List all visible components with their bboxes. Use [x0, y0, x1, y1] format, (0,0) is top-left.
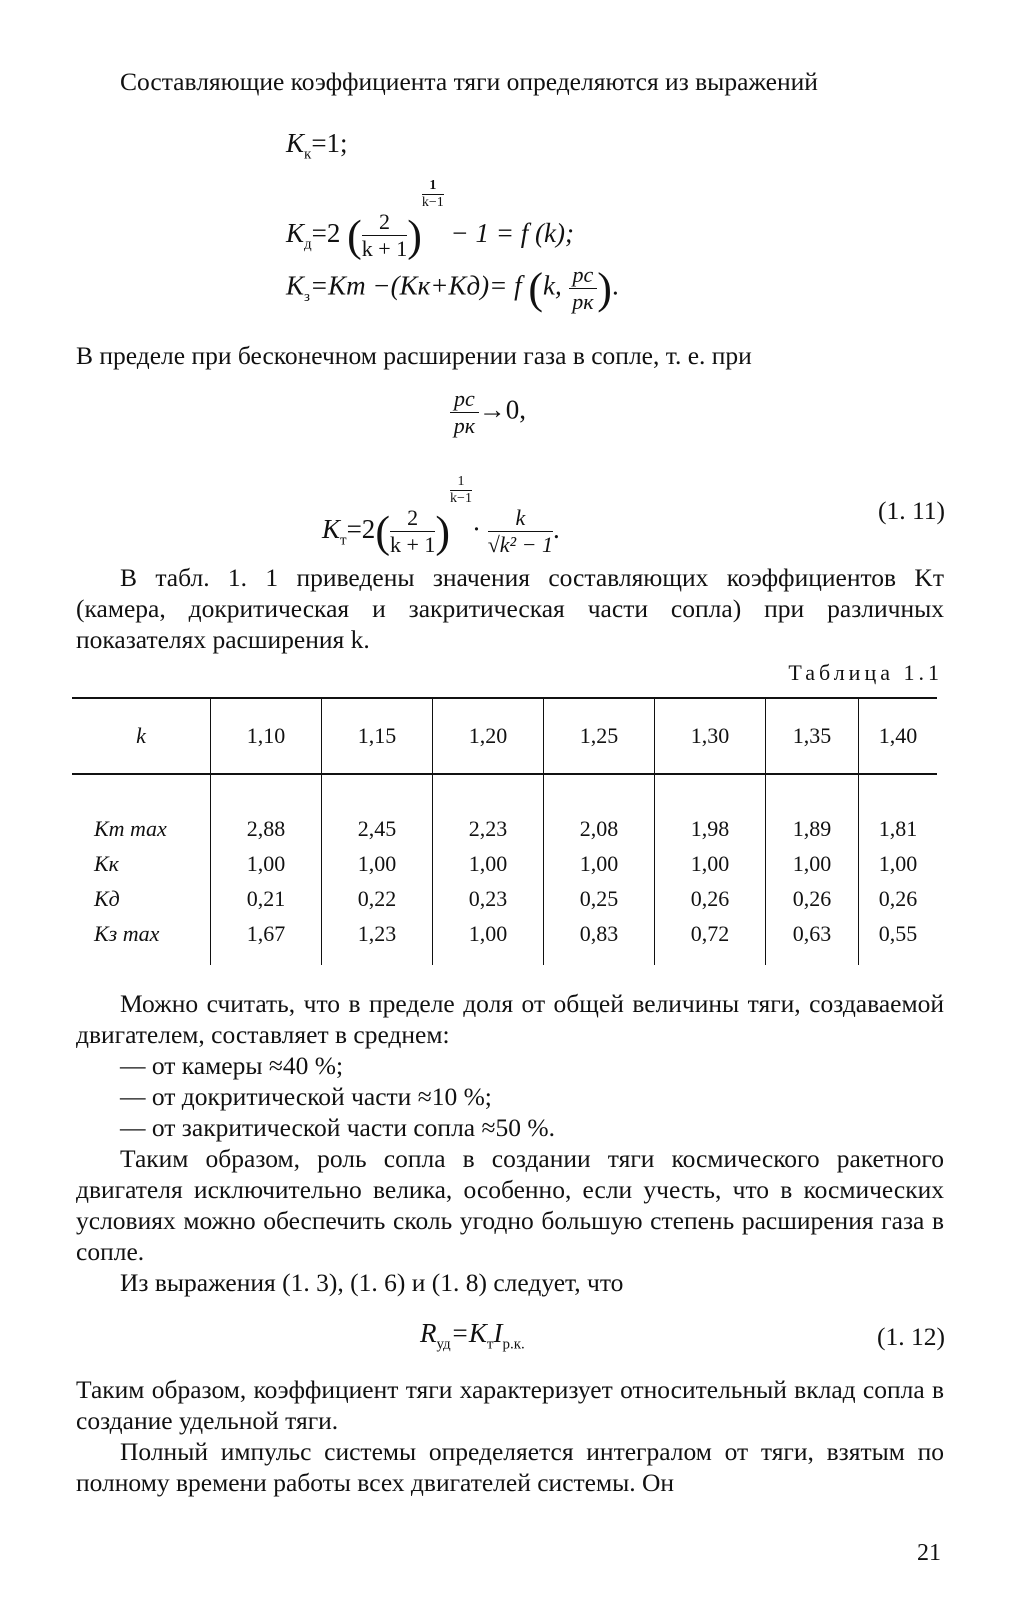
table-header-cell: 1,35: [766, 698, 859, 774]
paragraph-limit: В пределе при бесконечном расширении газа в сопле, т. е. при: [76, 341, 752, 370]
list-item: — от камеры ≈40 %;: [120, 1051, 344, 1080]
table-header-cell: k: [136, 723, 146, 748]
table-cell: 1,00: [211, 846, 322, 881]
table-cell: 0,22: [322, 881, 433, 916]
table-header-cell: 1,20: [433, 698, 544, 774]
table-cell: 1,00: [433, 846, 544, 881]
table-cell: 2,45: [322, 774, 433, 846]
list-item: — от закритической части сопла ≈50 %.: [120, 1113, 555, 1142]
table-cell: 1,00: [655, 846, 766, 881]
equation-kt: $K_т=2$( $\frac{2}{k + 1}$ ) $^{\frac{1}{k-1}}$ · $\frac{k}{\text{√k² − 1}}$ .: [322, 474, 560, 558]
equation-kz: $K_з=Kт -(Kк+Kд)= f$ (k, $\frac{pc}{pк}$ ).: [286, 262, 619, 314]
table-cell: 0,25: [544, 881, 655, 916]
fraction: $\frac{pc}{pк}$: [450, 386, 479, 439]
list-item: — от докритической части ≈10 %;: [120, 1082, 492, 1111]
table-row-label: Kд: [94, 886, 120, 911]
equation-number-1-12: (1. 12): [877, 1322, 945, 1351]
table-cell: 1,81: [859, 774, 938, 846]
equation-kd: $K_д=2$ ( $\frac{2}{k + 1}$ ) $^{\frac{1}{k-1}}$ − 1 = f (k);: [286, 178, 574, 262]
table-cell: 0,83: [544, 916, 655, 965]
equation-kk: $K_к=1$;: [286, 128, 348, 163]
table-cell: 1,67: [211, 916, 322, 965]
paragraph-share: Можно считать, что в пределе доля от общей величины тяги, создаваемой двигателем, составляет в среднем:: [76, 989, 944, 1049]
paragraph-intro: Составляющие коэффициента тяги определяются из выражений: [120, 67, 818, 96]
table-cell: 0,72: [655, 916, 766, 965]
table-cell: 0,26: [655, 881, 766, 916]
data-table: [72, 697, 937, 965]
table-row-label: Kт max: [94, 816, 167, 841]
table-cell: 1,89: [766, 774, 859, 846]
table-cell: 1,23: [322, 916, 433, 965]
paragraph-expression: Из выражения (1. 3), (1. 6) и (1. 8) следует, что: [120, 1268, 624, 1297]
table-header-cell: 1,30: [655, 698, 766, 774]
table-cell: 0,23: [433, 881, 544, 916]
table-cell: 1,98: [655, 774, 766, 846]
table-row-label: Kз max: [94, 921, 160, 946]
table-row: [72, 916, 937, 965]
equation-limit: $\frac{pc}{pк}$ →0,: [450, 386, 526, 439]
paragraph-impulse: Полный импульс системы определяется интегралом от тяги, взятым по полному времени работы всех двигателей системы. Он: [76, 1437, 944, 1497]
table-header-cell: 1,10: [211, 698, 322, 774]
table-cell: 1,00: [766, 846, 859, 881]
paragraph-nozzle-role: Таким образом, роль сопла в создании тяги космического ракетного двигателя исключительно велика, особенно, если учесть, что в космических условиях можно обеспечить сколь угодно большую степень расширения газа в сопле.: [76, 1144, 944, 1266]
page-number: 21: [917, 1540, 941, 1566]
table-header-cell: 1,25: [544, 698, 655, 774]
table-cell: 0,21: [211, 881, 322, 916]
paragraph-table-intro: В табл. 1. 1 приведены значения составляющих коэффициентов Kт (камера, докритическая и закритическая части сопла) при различных показателях расширения k.: [76, 563, 944, 654]
fraction: $\frac{k}{\text{√k² − 1}}$: [487, 505, 553, 558]
equation-number-1-11: (1. 11): [877, 496, 945, 525]
table-cell: 2,88: [211, 774, 322, 846]
table-cell: 1,00: [322, 846, 433, 881]
exponent: 1 k−1: [450, 474, 472, 506]
table-cell: 2,23: [433, 774, 544, 846]
paragraph-coefficient: Таким образом, коэффициент тяги характеризует относительный вклад сопла в создание удельной тяги.: [76, 1375, 944, 1435]
table-cell: 1,00: [859, 846, 938, 881]
table-header-cell: 1,40: [859, 698, 938, 774]
fraction: $\frac{2}{k + 1}$: [389, 505, 436, 558]
table-row: [72, 881, 937, 916]
table-row: [72, 774, 937, 846]
equation-rud: $R_{уд}=K_тI_{р.к.}$: [420, 1318, 525, 1353]
table-cell: 0,63: [766, 916, 859, 965]
fraction: $\frac{pc}{pк}$: [569, 262, 598, 315]
fraction: $\frac{2}{k + 1}$: [361, 209, 408, 262]
table-header-cell: 1,15: [322, 698, 433, 774]
exponent: 1 k−1: [421, 178, 444, 210]
table-caption: Таблица 1.1: [788, 660, 943, 685]
table-cell: 0,26: [859, 881, 938, 916]
table-row-label: Kк: [94, 851, 119, 876]
table-cell: 0,26: [766, 881, 859, 916]
table-header-row: [72, 698, 937, 774]
table-row: [72, 846, 937, 881]
table-cell: 1,00: [433, 916, 544, 965]
table-cell: 0,55: [859, 916, 938, 965]
table-cell: 2,08: [544, 774, 655, 846]
table-cell: 1,00: [544, 846, 655, 881]
